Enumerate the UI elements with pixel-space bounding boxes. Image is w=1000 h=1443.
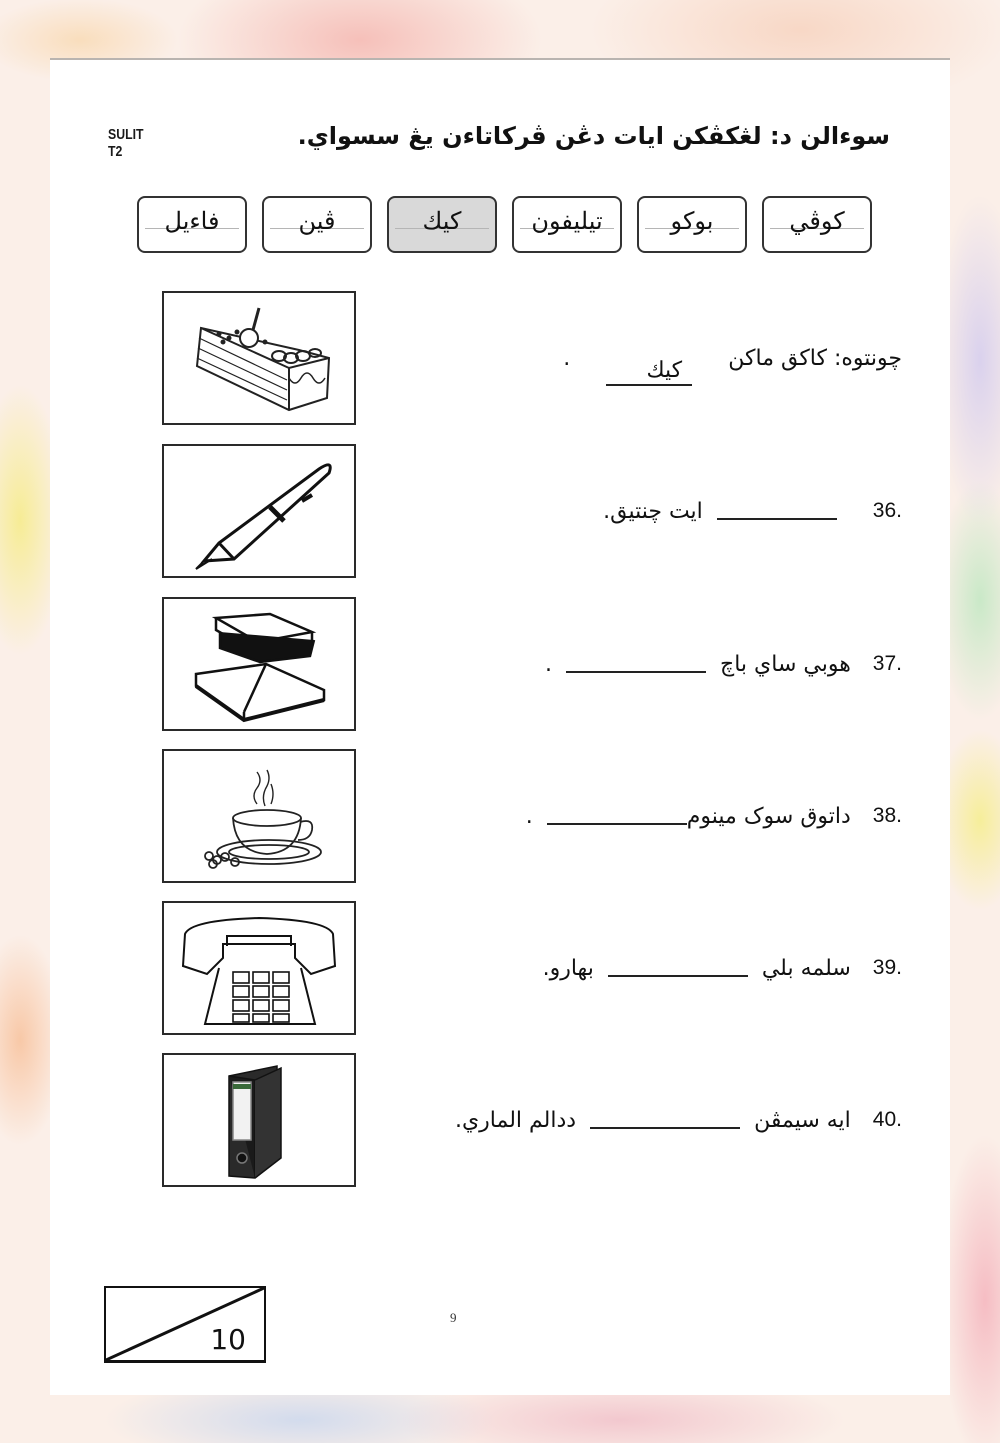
word-card-kopi[interactable] <box>762 196 872 253</box>
picture-frame <box>162 597 356 731</box>
question-number: 38. <box>872 804 902 827</box>
word-card-pen[interactable] <box>262 196 372 253</box>
picture-frame <box>162 444 356 578</box>
instruction-text: سوءالن د: لڠكڤكن ايات دڠن ڤركاتاءن يڠ سسواي. <box>297 122 890 150</box>
question-text-after: ايت چنتيق. <box>603 498 703 524</box>
answer-blank-37[interactable] <box>566 671 706 673</box>
picture-frame <box>162 901 356 1035</box>
sulit-label: SULIT <box>108 126 144 143</box>
worksheet-page <box>50 58 950 1395</box>
word-card-fail[interactable] <box>137 196 247 253</box>
example-suffix: . <box>563 345 571 371</box>
word-card-kek[interactable] <box>387 196 497 253</box>
question-text-after: . <box>525 803 533 829</box>
question-text-after: ددالم الماري. <box>454 1107 577 1133</box>
example-answer-blank <box>584 357 714 383</box>
file-binder-icon <box>199 1060 319 1180</box>
question-sentence <box>543 901 902 1035</box>
question-sentence <box>545 597 902 731</box>
question-text-before: سلمه بلي <box>761 955 851 981</box>
question-row-37 <box>162 597 902 731</box>
answer-blank-40[interactable] <box>590 1127 740 1129</box>
cake-icon <box>179 298 339 418</box>
example-answer: كيك <box>606 358 692 386</box>
header-label <box>108 126 144 160</box>
question-text-after: بهارو. <box>542 955 594 981</box>
answer-blank-39[interactable] <box>608 975 748 977</box>
picture-frame <box>162 1053 356 1187</box>
telephone-icon <box>171 908 347 1028</box>
word-card-buku[interactable] <box>637 196 747 253</box>
question-number: 36. <box>872 499 902 522</box>
example-sentence <box>563 291 902 425</box>
question-text-before: ايه سيمڤن <box>754 1107 851 1133</box>
question-row-39 <box>162 901 902 1035</box>
question-text-before: هوبي ساي باچ <box>720 651 851 677</box>
picture-frame <box>162 291 356 425</box>
answer-blank-38[interactable] <box>547 823 687 825</box>
picture-frame <box>162 749 356 883</box>
word-label: بوكو <box>670 206 714 235</box>
level-label: T2 <box>108 143 123 160</box>
question-sentence <box>603 444 902 578</box>
score-box <box>104 1286 266 1363</box>
word-label: كوڤي <box>789 206 845 235</box>
score-total: 10 <box>210 1323 246 1356</box>
question-row-38 <box>162 749 902 883</box>
word-card-telefon[interactable] <box>512 196 622 253</box>
word-label: ڤين <box>298 206 336 235</box>
question-sentence <box>526 749 902 883</box>
word-label: تيليفون <box>531 206 603 235</box>
question-number: 37. <box>872 652 902 675</box>
word-label: كيك <box>422 206 462 235</box>
pen-icon <box>174 451 344 571</box>
word-label: فاءيل <box>164 206 220 235</box>
question-number: 39. <box>872 956 902 979</box>
coffee-cup-icon <box>179 756 339 876</box>
word-bank <box>137 196 872 253</box>
question-number: 40. <box>872 1108 902 1131</box>
question-text-before: داتوق سوک مينوم <box>686 803 851 829</box>
answer-blank-36[interactable] <box>717 518 837 520</box>
page-number: 9 <box>450 1310 457 1325</box>
question-sentence <box>455 1053 902 1187</box>
question-row-40 <box>162 1053 902 1187</box>
example-prefix: چونتوه: كاكق ماكن <box>728 345 902 371</box>
question-text-after: . <box>545 651 552 677</box>
books-icon <box>174 604 344 724</box>
example-row <box>162 291 902 425</box>
question-row-36 <box>162 444 902 578</box>
